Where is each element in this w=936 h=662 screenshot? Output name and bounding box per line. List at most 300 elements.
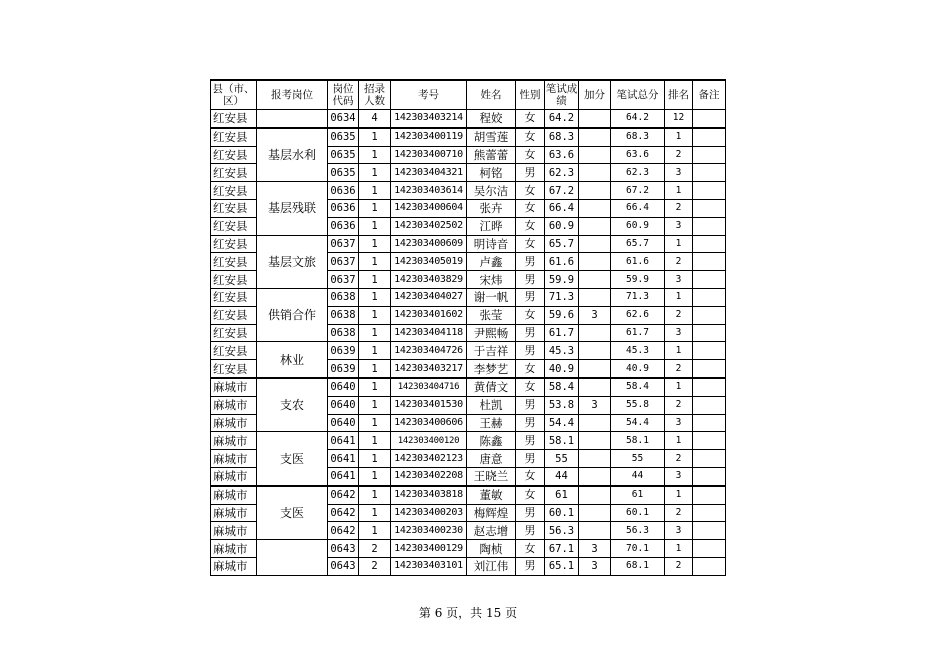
header-position-code: 岗位代码	[328, 80, 359, 110]
position-code-cell: 0643	[328, 557, 359, 575]
exam-number-cell: 142303400609	[391, 235, 467, 253]
position-code-cell: 0642	[328, 504, 359, 522]
candidate-name-cell: 王赫	[467, 414, 516, 432]
bonus-cell	[579, 164, 611, 182]
position-cell: 基层水利	[257, 128, 328, 182]
quota-cell: 1	[359, 504, 391, 522]
rank-cell: 2	[665, 146, 693, 164]
remark-cell	[693, 540, 726, 558]
gender-cell: 男	[516, 288, 545, 306]
written-score-cell: 58.4	[545, 378, 579, 396]
written-score-cell: 60.1	[545, 504, 579, 522]
bonus-cell	[579, 522, 611, 540]
remark-cell	[693, 146, 726, 164]
table-header-row	[211, 80, 726, 110]
remark-cell	[693, 110, 726, 128]
written-score-cell: 68.3	[545, 128, 579, 146]
position-code-cell: 0636	[328, 199, 359, 217]
written-score-cell: 61.6	[545, 253, 579, 271]
written-score-cell: 56.3	[545, 522, 579, 540]
written-score-cell: 54.4	[545, 414, 579, 432]
written-score-cell: 66.4	[545, 199, 579, 217]
rank-cell: 3	[665, 522, 693, 540]
table-row	[211, 540, 726, 558]
county-cell: 红安县	[211, 288, 257, 306]
position-cell: 基层文旅	[257, 235, 328, 288]
position-cell	[257, 110, 328, 128]
candidate-name-cell: 张卉	[467, 199, 516, 217]
header-exam-no: 考号	[391, 80, 467, 110]
remark-cell	[693, 557, 726, 575]
quota-cell: 1	[359, 146, 391, 164]
written-score-cell: 45.3	[545, 342, 579, 360]
remark-cell	[693, 414, 726, 432]
county-cell: 麻城市	[211, 432, 257, 450]
candidate-name-cell: 胡雪莲	[467, 128, 516, 146]
quota-cell: 2	[359, 540, 391, 558]
gender-cell: 男	[516, 253, 545, 271]
position-code-cell: 0640	[328, 378, 359, 396]
header-gender: 性别	[516, 80, 545, 110]
position-cell: 支医	[257, 486, 328, 540]
table-row	[211, 378, 726, 396]
total-score-cell: 59.9	[611, 271, 665, 289]
table-row	[211, 235, 726, 253]
header-total-score: 笔试总分	[611, 80, 665, 110]
county-cell: 麻城市	[211, 486, 257, 504]
gender-cell: 女	[516, 467, 545, 485]
position-code-cell: 0638	[328, 306, 359, 324]
quota-cell: 1	[359, 235, 391, 253]
rank-cell: 3	[665, 324, 693, 342]
total-score-cell: 55.8	[611, 396, 665, 414]
remark-cell	[693, 182, 726, 200]
written-score-cell: 53.8	[545, 396, 579, 414]
gender-cell: 女	[516, 146, 545, 164]
position-code-cell: 0641	[328, 467, 359, 485]
bonus-cell	[579, 324, 611, 342]
gender-cell: 女	[516, 182, 545, 200]
quota-cell: 1	[359, 182, 391, 200]
written-score-cell: 64.2	[545, 110, 579, 128]
position-cell: 支医	[257, 432, 328, 486]
table-body	[211, 110, 726, 576]
total-score-cell: 61.6	[611, 253, 665, 271]
position-cell: 林业	[257, 342, 328, 378]
position-code-cell: 0634	[328, 110, 359, 128]
county-cell: 红安县	[211, 217, 257, 235]
remark-cell	[693, 467, 726, 485]
quota-cell: 1	[359, 450, 391, 468]
header-rank: 排名	[665, 80, 693, 110]
exam-number-cell: 142303403614	[391, 182, 467, 200]
quota-cell: 1	[359, 306, 391, 324]
table-row	[211, 182, 726, 200]
written-score-cell: 62.3	[545, 164, 579, 182]
remark-cell	[693, 522, 726, 540]
county-cell: 红安县	[211, 182, 257, 200]
rank-cell: 2	[665, 557, 693, 575]
rank-cell: 2	[665, 504, 693, 522]
candidate-name-cell: 谢一帆	[467, 288, 516, 306]
header-position: 报考岗位	[257, 80, 328, 110]
gender-cell: 男	[516, 504, 545, 522]
quota-cell: 1	[359, 360, 391, 378]
exam-number-cell: 142303402123	[391, 450, 467, 468]
bonus-cell: 3	[579, 540, 611, 558]
bonus-cell	[579, 235, 611, 253]
candidate-name-cell: 王晓兰	[467, 467, 516, 485]
written-score-cell: 58.1	[545, 432, 579, 450]
candidate-name-cell: 李梦艺	[467, 360, 516, 378]
gender-cell: 男	[516, 414, 545, 432]
exam-number-cell: 142303403214	[391, 110, 467, 128]
position-code-cell: 0640	[328, 396, 359, 414]
rank-cell: 1	[665, 540, 693, 558]
position-code-cell: 0642	[328, 486, 359, 504]
county-cell: 麻城市	[211, 378, 257, 396]
position-code-cell: 0637	[328, 235, 359, 253]
bonus-cell	[579, 128, 611, 146]
county-cell: 麻城市	[211, 522, 257, 540]
header-bonus: 加分	[579, 80, 611, 110]
bonus-cell	[579, 199, 611, 217]
quota-cell: 2	[359, 557, 391, 575]
candidate-name-cell: 陈鑫	[467, 432, 516, 450]
position-code-cell: 0636	[328, 182, 359, 200]
bonus-cell	[579, 360, 611, 378]
written-score-cell: 61.7	[545, 324, 579, 342]
position-code-cell: 0639	[328, 342, 359, 360]
written-score-cell: 40.9	[545, 360, 579, 378]
total-score-cell: 68.1	[611, 557, 665, 575]
county-cell: 麻城市	[211, 414, 257, 432]
total-score-cell: 71.3	[611, 288, 665, 306]
total-score-cell: 70.1	[611, 540, 665, 558]
candidate-name-cell: 尹熙畅	[467, 324, 516, 342]
county-cell: 麻城市	[211, 557, 257, 575]
gender-cell: 男	[516, 324, 545, 342]
total-score-cell: 63.6	[611, 146, 665, 164]
total-score-cell: 61.7	[611, 324, 665, 342]
written-score-cell: 61	[545, 486, 579, 504]
exam-number-cell: 142303400120	[391, 432, 467, 450]
quota-cell: 1	[359, 271, 391, 289]
rank-cell: 1	[665, 378, 693, 396]
exam-number-cell: 142303401530	[391, 396, 467, 414]
bonus-cell	[579, 217, 611, 235]
quota-cell: 1	[359, 432, 391, 450]
table-row	[211, 128, 726, 146]
total-score-cell: 66.4	[611, 199, 665, 217]
bonus-cell: 3	[579, 306, 611, 324]
candidate-name-cell: 刘江伟	[467, 557, 516, 575]
bonus-cell	[579, 342, 611, 360]
county-cell: 红安县	[211, 164, 257, 182]
bonus-cell	[579, 467, 611, 485]
gender-cell: 男	[516, 271, 545, 289]
position-cell	[257, 540, 328, 576]
gender-cell: 女	[516, 378, 545, 396]
candidate-name-cell: 江晔	[467, 217, 516, 235]
total-score-cell: 62.3	[611, 164, 665, 182]
gender-cell: 男	[516, 396, 545, 414]
candidate-name-cell: 卢鑫	[467, 253, 516, 271]
total-score-cell: 40.9	[611, 360, 665, 378]
candidate-name-cell: 吴尔洁	[467, 182, 516, 200]
gender-cell: 男	[516, 522, 545, 540]
quota-cell: 1	[359, 396, 391, 414]
quota-cell: 1	[359, 324, 391, 342]
position-code-cell: 0637	[328, 253, 359, 271]
position-code-cell: 0638	[328, 288, 359, 306]
remark-cell	[693, 164, 726, 182]
table-row	[211, 432, 726, 450]
quota-cell: 1	[359, 342, 391, 360]
table-row	[211, 486, 726, 504]
total-score-cell: 58.4	[611, 378, 665, 396]
exam-number-cell: 142303404321	[391, 164, 467, 182]
position-code-cell: 0638	[328, 324, 359, 342]
total-score-cell: 61	[611, 486, 665, 504]
quota-cell: 1	[359, 217, 391, 235]
candidate-name-cell: 柯铭	[467, 164, 516, 182]
rank-cell: 2	[665, 199, 693, 217]
written-score-cell: 65.1	[545, 557, 579, 575]
candidate-name-cell: 杜凯	[467, 396, 516, 414]
candidate-name-cell: 陶桢	[467, 540, 516, 558]
county-cell: 麻城市	[211, 504, 257, 522]
bonus-cell	[579, 146, 611, 164]
header-written-score: 笔试成绩	[545, 80, 579, 110]
candidate-name-cell: 赵志增	[467, 522, 516, 540]
exam-number-cell: 142303400606	[391, 414, 467, 432]
quota-cell: 4	[359, 110, 391, 128]
position-code-cell: 0635	[328, 128, 359, 146]
bonus-cell	[579, 182, 611, 200]
rank-cell: 3	[665, 164, 693, 182]
remark-cell	[693, 217, 726, 235]
position-cell: 基层残联	[257, 182, 328, 235]
gender-cell: 女	[516, 306, 545, 324]
bonus-cell: 3	[579, 557, 611, 575]
exam-number-cell: 142303403818	[391, 486, 467, 504]
county-cell: 红安县	[211, 253, 257, 271]
rank-cell: 1	[665, 486, 693, 504]
rank-cell: 12	[665, 110, 693, 128]
remark-cell	[693, 486, 726, 504]
candidate-name-cell: 黄倩文	[467, 378, 516, 396]
written-score-cell: 65.7	[545, 235, 579, 253]
remark-cell	[693, 324, 726, 342]
remark-cell	[693, 396, 726, 414]
gender-cell: 男	[516, 432, 545, 450]
gender-cell: 女	[516, 128, 545, 146]
gender-cell: 女	[516, 110, 545, 128]
exam-number-cell: 142303403829	[391, 271, 467, 289]
rank-cell: 3	[665, 414, 693, 432]
county-cell: 麻城市	[211, 540, 257, 558]
quota-cell: 1	[359, 414, 391, 432]
remark-cell	[693, 128, 726, 146]
gender-cell: 女	[516, 217, 545, 235]
total-score-cell: 55	[611, 450, 665, 468]
total-score-cell: 62.6	[611, 306, 665, 324]
bonus-cell	[579, 432, 611, 450]
county-cell: 红安县	[211, 199, 257, 217]
bonus-cell	[579, 378, 611, 396]
exam-number-cell: 142303400203	[391, 504, 467, 522]
written-score-cell: 63.6	[545, 146, 579, 164]
remark-cell	[693, 306, 726, 324]
candidate-name-cell: 梅辉煌	[467, 504, 516, 522]
exam-number-cell: 142303402502	[391, 217, 467, 235]
results-table	[210, 79, 726, 576]
written-score-cell: 67.2	[545, 182, 579, 200]
candidate-name-cell: 宋炜	[467, 271, 516, 289]
position-code-cell: 0641	[328, 450, 359, 468]
candidate-name-cell: 熊蕾蕾	[467, 146, 516, 164]
quota-cell: 1	[359, 486, 391, 504]
candidate-name-cell: 程姣	[467, 110, 516, 128]
position-code-cell: 0637	[328, 271, 359, 289]
county-cell: 红安县	[211, 342, 257, 360]
exam-number-cell: 142303400230	[391, 522, 467, 540]
candidate-name-cell: 于吉祥	[467, 342, 516, 360]
table-row	[211, 288, 726, 306]
rank-cell: 3	[665, 217, 693, 235]
rank-cell: 1	[665, 182, 693, 200]
quota-cell: 1	[359, 164, 391, 182]
exam-number-cell: 142303404726	[391, 342, 467, 360]
total-score-cell: 56.3	[611, 522, 665, 540]
position-code-cell: 0642	[328, 522, 359, 540]
rank-cell: 2	[665, 396, 693, 414]
candidate-name-cell: 明诗音	[467, 235, 516, 253]
county-cell: 麻城市	[211, 467, 257, 485]
bonus-cell	[579, 288, 611, 306]
rank-cell: 1	[665, 235, 693, 253]
candidate-name-cell: 张莹	[467, 306, 516, 324]
bonus-cell	[579, 271, 611, 289]
exam-number-cell: 142303402208	[391, 467, 467, 485]
written-score-cell: 60.9	[545, 217, 579, 235]
candidate-name-cell: 唐意	[467, 450, 516, 468]
gender-cell: 男	[516, 450, 545, 468]
rank-cell: 2	[665, 450, 693, 468]
position-cell: 支农	[257, 378, 328, 432]
remark-cell	[693, 199, 726, 217]
rank-cell: 1	[665, 128, 693, 146]
header-county: 县（市、区）	[211, 80, 257, 110]
county-cell: 麻城市	[211, 450, 257, 468]
county-cell: 麻城市	[211, 396, 257, 414]
total-score-cell: 68.3	[611, 128, 665, 146]
remark-cell	[693, 360, 726, 378]
total-score-cell: 45.3	[611, 342, 665, 360]
position-code-cell: 0639	[328, 360, 359, 378]
rank-cell: 1	[665, 432, 693, 450]
position-code-cell: 0641	[328, 432, 359, 450]
bonus-cell	[579, 486, 611, 504]
county-cell: 红安县	[211, 271, 257, 289]
total-score-cell: 58.1	[611, 432, 665, 450]
bonus-cell	[579, 504, 611, 522]
header-name: 姓名	[467, 80, 516, 110]
remark-cell	[693, 235, 726, 253]
total-score-cell: 54.4	[611, 414, 665, 432]
position-code-cell: 0635	[328, 146, 359, 164]
rank-cell: 2	[665, 253, 693, 271]
total-score-cell: 64.2	[611, 110, 665, 128]
quota-cell: 1	[359, 467, 391, 485]
total-score-cell: 67.2	[611, 182, 665, 200]
rank-cell: 1	[665, 288, 693, 306]
exam-number-cell: 142303404716	[391, 378, 467, 396]
gender-cell: 男	[516, 342, 545, 360]
exam-number-cell: 142303404027	[391, 288, 467, 306]
remark-cell	[693, 342, 726, 360]
bonus-cell	[579, 110, 611, 128]
exam-number-cell: 142303400604	[391, 199, 467, 217]
quota-cell: 1	[359, 288, 391, 306]
bonus-cell	[579, 414, 611, 432]
bonus-cell: 3	[579, 396, 611, 414]
total-score-cell: 65.7	[611, 235, 665, 253]
exam-number-cell: 142303401602	[391, 306, 467, 324]
exam-number-cell: 142303405019	[391, 253, 467, 271]
rank-cell: 3	[665, 467, 693, 485]
candidate-name-cell: 董敏	[467, 486, 516, 504]
written-score-cell: 67.1	[545, 540, 579, 558]
remark-cell	[693, 504, 726, 522]
county-cell: 红安县	[211, 128, 257, 146]
written-score-cell: 59.9	[545, 271, 579, 289]
remark-cell	[693, 432, 726, 450]
bonus-cell	[579, 450, 611, 468]
remark-cell	[693, 378, 726, 396]
county-cell: 红安县	[211, 235, 257, 253]
total-score-cell: 60.1	[611, 504, 665, 522]
written-score-cell: 59.6	[545, 306, 579, 324]
written-score-cell: 71.3	[545, 288, 579, 306]
position-code-cell: 0643	[328, 540, 359, 558]
exam-number-cell: 142303400129	[391, 540, 467, 558]
bonus-cell	[579, 253, 611, 271]
quota-cell: 1	[359, 522, 391, 540]
exam-number-cell: 142303400119	[391, 128, 467, 146]
gender-cell: 男	[516, 557, 545, 575]
rank-cell: 1	[665, 342, 693, 360]
written-score-cell: 55	[545, 450, 579, 468]
position-cell: 供销合作	[257, 288, 328, 341]
remark-cell	[693, 271, 726, 289]
rank-cell: 2	[665, 306, 693, 324]
remark-cell	[693, 288, 726, 306]
page-footer: 第 6 页，共 15 页	[418, 606, 518, 620]
rank-cell: 3	[665, 271, 693, 289]
gender-cell: 男	[516, 164, 545, 182]
remark-cell	[693, 450, 726, 468]
exam-number-cell: 142303404118	[391, 324, 467, 342]
quota-cell: 1	[359, 378, 391, 396]
rank-cell: 2	[665, 360, 693, 378]
gender-cell: 女	[516, 360, 545, 378]
table-row	[211, 110, 726, 128]
position-code-cell: 0640	[328, 414, 359, 432]
county-cell: 红安县	[211, 306, 257, 324]
county-cell: 红安县	[211, 110, 257, 128]
